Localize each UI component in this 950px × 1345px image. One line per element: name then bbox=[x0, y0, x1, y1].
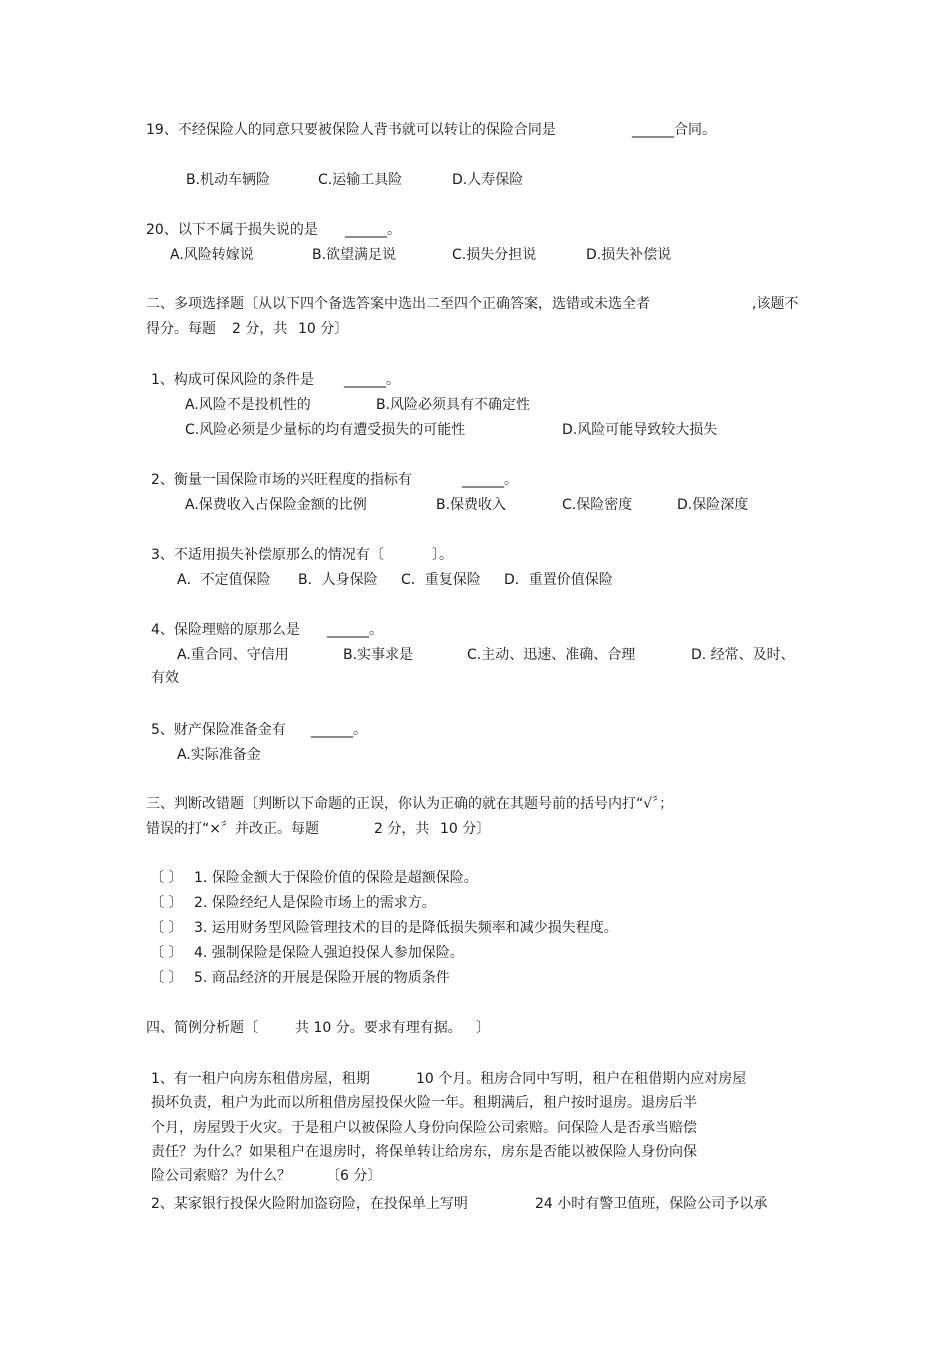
tf-bracket: 〔 〕 bbox=[150, 945, 183, 961]
s2-q5-stem: 5、财产保险准备金有 bbox=[151, 722, 286, 738]
case2-line: 24 小时有警卫值班，保险公司予以承 bbox=[535, 1196, 768, 1212]
s2-q4-blank: ______。 bbox=[327, 622, 383, 638]
section2-total: 10 分〕 bbox=[298, 321, 349, 337]
q20-stem: 20、以下不属于损失说的是 bbox=[146, 222, 318, 238]
section2-points: 2 分，共 bbox=[232, 321, 288, 337]
s2-q1-stem: 1、构成可保风险的条件是 bbox=[151, 372, 314, 388]
tf-bracket: 〔 〕 bbox=[150, 895, 183, 911]
s2-q4-option-d: D. 经常、及时、 bbox=[691, 647, 795, 663]
case1-line: 险公司索赔？为什么？ bbox=[151, 1168, 291, 1184]
section4-heading-end: 〕 bbox=[476, 1020, 490, 1036]
q20-blank: ______。 bbox=[345, 222, 401, 238]
s2-q2-stem: 2、衡量一国保险市场的兴旺程度的指标有 bbox=[151, 472, 412, 488]
q19-blank: ______合同。 bbox=[632, 122, 716, 138]
case1-line: 10 个月。租房合同中写明，租户在租借期内应对房屋 bbox=[416, 1071, 747, 1087]
q19-option-c: C.运输工具险 bbox=[318, 172, 403, 188]
section3-heading-line2: 错误的打“×〞并改正。每题 bbox=[146, 821, 319, 837]
s2-q5-option-a: A.实际准备金 bbox=[177, 747, 261, 763]
s2-q3-option-b: B．人身保险 bbox=[298, 572, 378, 588]
s2-q1-option-c: C.风险必须是少量标的均有遭受损失的可能性 bbox=[185, 422, 466, 438]
s2-q5-blank: ______。 bbox=[311, 722, 367, 738]
s2-q2-option-a: A.保费收入占保险金额的比例 bbox=[185, 497, 367, 513]
s2-q3-option-d: D．重置价值保险 bbox=[504, 572, 613, 588]
q20-option-c: C.损失分担说 bbox=[452, 247, 537, 263]
s2-q4-option-b: B.实事求是 bbox=[343, 647, 414, 663]
s2-q3-paren: 〕。 bbox=[432, 547, 453, 563]
s2-q1-option-b: B.风险必须具有不确定性 bbox=[376, 397, 531, 413]
s2-q3-option-a: A．不定值保险 bbox=[177, 572, 271, 588]
s2-q1-option-d: D.风险可能导致较大损失 bbox=[562, 422, 718, 438]
s2-q4-stem: 4、保险理赔的原那么是 bbox=[151, 622, 300, 638]
q19-option-b: B.机动车辆险 bbox=[186, 172, 271, 188]
section3-points: 2 分，共 bbox=[374, 821, 430, 837]
tf-item: 4. 强制保险是保险人强迫投保人参加保险。 bbox=[194, 945, 464, 961]
section4-heading: 四、简例分析题〔 bbox=[146, 1020, 258, 1036]
q20-option-d: D.损失补偿说 bbox=[586, 247, 672, 263]
tf-item: 5. 商品经济的开展是保险开展的物质条件 bbox=[194, 970, 450, 986]
case1-points: 〔6 分〕 bbox=[326, 1168, 382, 1184]
section2-heading-line2: 得分。每题 bbox=[146, 321, 216, 337]
tf-bracket: 〔 〕 bbox=[150, 920, 183, 936]
s2-q2-blank: ______。 bbox=[462, 472, 518, 488]
tf-item: 1. 保险金额大于保险价值的保险是超额保险。 bbox=[194, 870, 478, 886]
s2-q3-stem: 3、不适用损失补偿原那么的情况有〔 bbox=[151, 547, 384, 563]
q20-option-a: A.风险转嫁说 bbox=[170, 247, 254, 263]
tf-item: 2. 保险经纪人是保险市场上的需求方。 bbox=[194, 895, 436, 911]
s2-q1-option-a: A.风险不是投机性的 bbox=[185, 397, 311, 413]
section2-heading-cont: ,该题不 bbox=[752, 296, 799, 312]
s2-q2-option-c: C.保险密度 bbox=[562, 497, 633, 513]
case1-line: 责任？为什么？如果租户在退房时，将保单转让给房东，房东是否能以被保险人身份向保 bbox=[151, 1144, 697, 1160]
case1-line: 损坏负责，租户为此而以所租借房屋投保火险一年。租期满后，租户按时退房。退房后半 bbox=[151, 1095, 697, 1111]
section2-heading: 二、多项选择题〔从以下四个备选答案中选出二至四个正确答案，选错或未选全者 bbox=[146, 296, 650, 312]
s2-q3-option-c: C．重复保险 bbox=[401, 572, 481, 588]
s2-q2-option-b: B.保费收入 bbox=[436, 497, 507, 513]
s2-q4-option-d-cont: 有效 bbox=[151, 670, 179, 686]
tf-bracket: 〔 〕 bbox=[150, 870, 183, 886]
case1-line: 个月，房屋毁于火灾。于是租户以被保险人身份向保险公司索赔。问保险人是否承当赔偿 bbox=[151, 1120, 697, 1136]
case2-line: 2、某家银行投保火险附加盗窃险，在投保单上写明 bbox=[151, 1196, 468, 1212]
case1-line: 1、有一租户向房东租借房屋，租期 bbox=[151, 1071, 370, 1087]
s2-q1-blank: ______。 bbox=[344, 372, 400, 388]
s2-q4-option-a: A.重合同、守信用 bbox=[177, 647, 289, 663]
tf-bracket: 〔 〕 bbox=[150, 970, 183, 986]
section3-heading: 三、判断改错题〔判断以下命题的正误，你认为正确的就在其题号前的括号内打“√〞； bbox=[146, 796, 674, 812]
section4-heading-mid: 共 10 分。要求有理有据。 bbox=[295, 1020, 462, 1036]
q20-option-b: B.欲望满足说 bbox=[312, 247, 397, 263]
q19-option-d: D.人寿保险 bbox=[452, 172, 524, 188]
section3-total: 10 分〕 bbox=[440, 821, 491, 837]
tf-item: 3. 运用财务型风险管理技术的目的是降低损失频率和减少损失程度。 bbox=[194, 920, 618, 936]
s2-q2-option-d: D.保险深度 bbox=[677, 497, 749, 513]
q19-stem: 19、不经保险人的同意只要被保险人背书就可以转让的保险合同是 bbox=[146, 122, 556, 138]
s2-q4-option-c: C.主动、迅速、准确、合理 bbox=[467, 647, 636, 663]
